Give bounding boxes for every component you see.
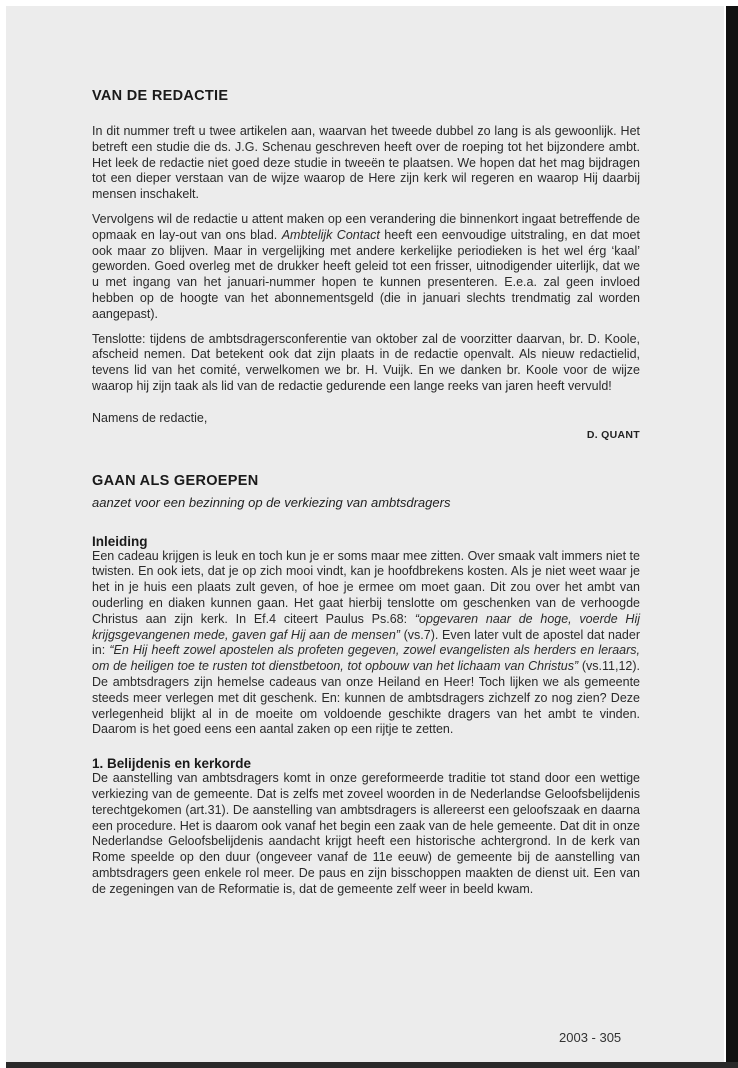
subheading-belijdenis: 1. Belijdenis en kerkorde [92,756,252,772]
section-title-redactie: VAN DE REDACTIE [92,88,229,104]
section-title-gaan-als-geroepen: GAAN ALS GEROEPEN [92,472,259,489]
bible-quote: “opgevaren naar de hoge, voerde Hij krijgsgevangenen mede, gaven gaf Hij aan de mensen” [92,611,641,642]
bible-quote: “En Hij heeft zowel apostelen als profeten gegeven, zowel evangelisten als herders en leraars, om de heiligen toe te rusten tot dienstbetoon, tot opbouw van het lichaam van Christus” [92,643,640,674]
publication-title: Ambtelijk Contact [281,227,380,242]
paragraph: Tenslotte: tijdens de ambtsdragersconferentie van oktober zal de voorzitter daarvan, br. D. Koole, afscheid nemen. Dat betekent ook dat zijn plaats in de redactie openvalt. Als nieuw redactielid, tevens lid van het comité, verwelkomen we br. H. Vuijk. En we danken br. Koole voor de wijze waarop hij zijn taak als lid van de redactie gedurende een lange reeks van jaren heeft vervuld! [92,331,640,393]
subheading-inleiding: Inleiding [92,533,148,549]
paragraph: De aanstelling van ambtsdragers komt in onze gereformeerde traditie tot stand door een wettige verkiezing van de gemeente. Dat is zelfs met zoveel woorden in de Nederlandse Geloofsbelijdenis terechtgekomen (art.31). De aanstelling van ambtsdragers is allereerst een geloofszaak en daarna een procedure. Het is daarom ook vanaf het begin een zaak van de hele gemeente. Dat dit in onze Nederlandse Geloofsbelijdenis aandacht krijgt heeft een historische achtergrond. In de kerk van Rome speelde op den duur (ongeveer vanaf de 11e eeuw) de gemeente bij de aanstelling van ambtsdragers geen enkele rol meer. De paus en zijn bisschoppen maakten de dienst uit. Een van de zegeningen van de Reformatie is, dat de gemeente zelf weer in beeld kwam. [92,771,640,896]
signature: D. QUANT [586,428,640,441]
paragraph: Een cadeau krijgen is leuk en toch kun je er soms maar mee zitten. Over smaak valt immers niet te twisten. En ook iets, dat je op zich mooi vindt, kan je hoofdbrekens kosten. Als je niet weet waar je het in je huis een plaats zult geven, of hoe je ermee om moet gaan. Dit zou over het ambt van ouderling en diaken kunnen gaan. Het gaat hierbij tenslotte om geschenken van de verhoogde Christus aan zijn kerk. In Ef.4 citeert Paulus Ps.68: “opgevaren naar de hoge, voerde Hij krijgsgevangenen mede, gaven gaf Hij aan de mensen” (vs.7). Even later vult de apostel dat nader in: “En Hij heeft zowel apostelen als profeten gegeven, zowel evangelisten als herders en leraars, om de heiligen toe te rusten tot dienstbetoon, tot opbouw van het lichaam van Christus” (vs.11,12). De ambtsdragers zijn hemelse cadeaus van onze Heiland en Heer! Toch lijken we als gemeente steeds meer verlegen met dit geschenk. En: kunnen de ambtsdragers zichzelf zo nog zien? Deze verlegenheid blijkt al in de moeite om voldoende geschikte dragers van het ambt te vinden. Daarom is het goed eens een aantal zaken op een rijtje te zetten. [92,548,641,737]
paragraph: Vervolgens wil de redactie u attent maken op een verandering die binnenkort ingaat betreffende de opmaak en lay-out van ons blad. Ambtelijk Contact heeft een eenvoudige uitstraling, en dat moet ook maar zo blijven. Maar in vergelijking met andere kerkelijke periodieken is het wel érg ‘kaal’ geworden. Goed overleg met de drukker heeft geleid tot een frisser, uitnodigender uiterlijk, dat we u met ingang van het januari-nummer hopen te kunnen presenteren. E.e.a. zal geen invloed hebben op de hoogte van het abonnementsgeld (die in januari slechts trendmatig zal worden aangepast). [92,211,640,321]
section-subtitle: aanzet voor een bezinning op de verkiezing van ambtsdragers [92,494,451,510]
page-number: 2003 - 305 [559,1030,622,1045]
article-content [92,88,640,897]
closing-line: Namens de redactie, [92,410,208,425]
paragraph: In dit nummer treft u twee artikelen aan, waarvan het tweede dubbel zo lang is als gewoonlijk. Het betreft een studie die ds. J.G. Schenau geschreven heeft over de roeping tot het bijzondere ambt. Het leek de redactie niet goed deze studie in tweeën te plaatsen. We hopen dat het mag bijdragen tot een dieper verstaan van de wijze waarop de Here zijn kerk wil regeren en waarop Hij daarbij mensen inschakelt. [92,124,640,202]
scan-edge-right [726,6,738,1068]
scan-edge-bottom [6,1062,738,1068]
